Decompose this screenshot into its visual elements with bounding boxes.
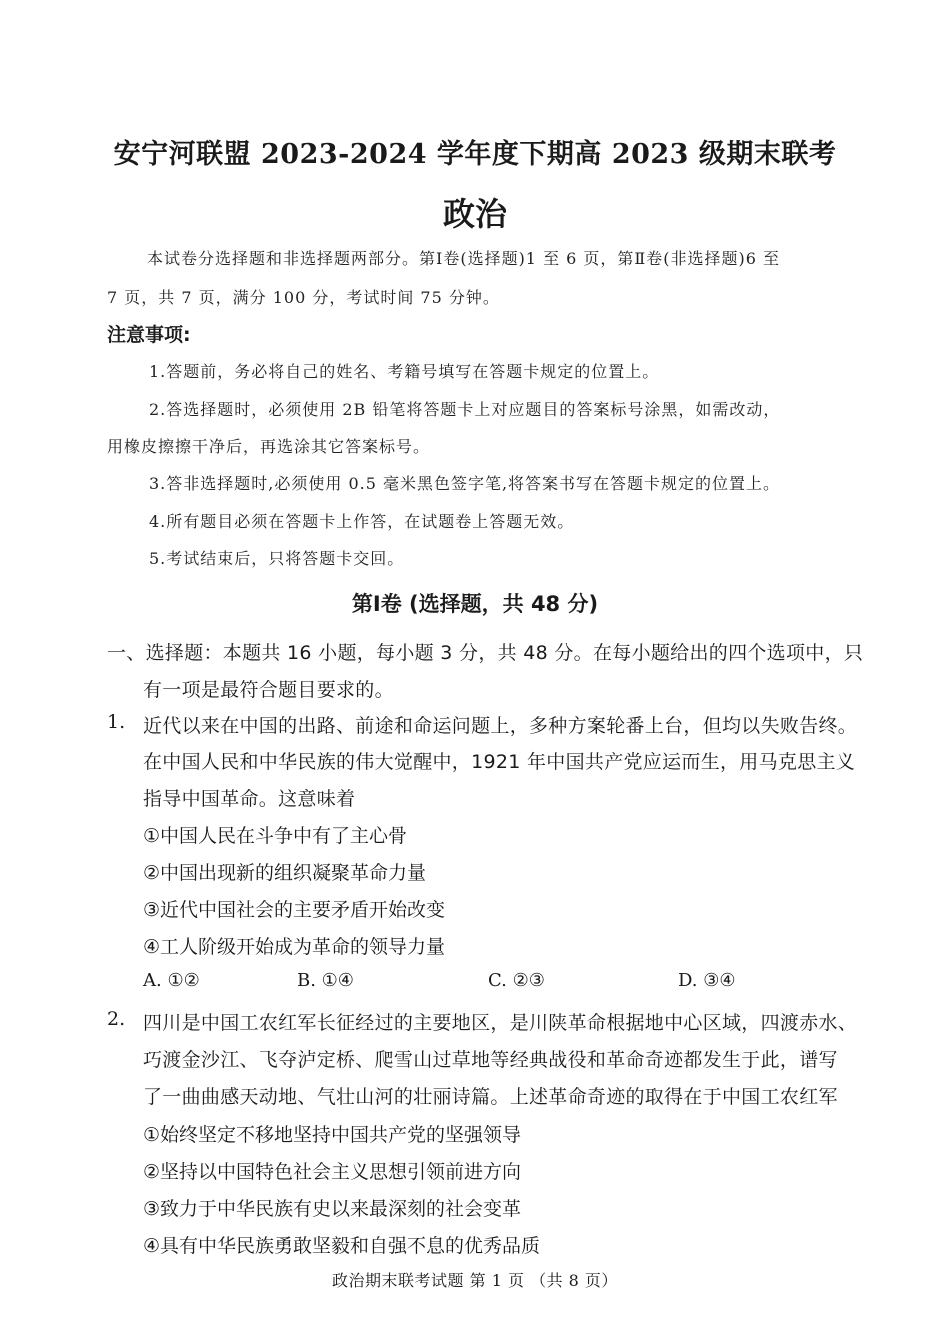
question-1-choice-d[interactable]: D. ③④ [678, 970, 736, 991]
notice-item-2-cont: 用橡皮擦擦干净后，再选涂其它答案标号。 [107, 437, 431, 456]
notice-item-3: 3.答非选择题时,必须使用 0.5 毫米黑色签字笔,将答案书写在答题卡规定的位置上。 [149, 474, 781, 493]
question-1-statement-3: ③近代中国社会的主要矛盾开始改变 [143, 899, 446, 921]
question-1-statement-1: ①中国人民在斗争中有了主心骨 [143, 825, 408, 847]
notice-item-5: 5.考试结束后，只将答题卡交回。 [149, 549, 405, 568]
question-1-choice-b[interactable]: B. ①④ [297, 970, 354, 991]
intro-line-2: 7 页，共 7 页，满分 100 分，考试时间 75 分钟。 [107, 288, 500, 307]
question-1-statement-4: ④工人阶级开始成为革命的领导力量 [143, 936, 446, 958]
question-2-number: 2. [107, 1008, 126, 1030]
question-1-choice-c[interactable]: C. ②③ [488, 970, 545, 991]
section-instruction-1: 一、选择题：本题共 16 小题，每小题 3 分，共 48 分。在每小题给出的四个选项中，只 [107, 642, 864, 664]
question-1-choice-a[interactable]: A. ①② [143, 970, 200, 991]
exam-title: 安宁河联盟 2023-2024 学年度下期高 2023 级期末联考 [113, 139, 837, 170]
question-2-statement-1: ①始终坚定不移地坚持中国共产党的坚强领导 [143, 1124, 522, 1146]
question-1-stem-1: 近代以来在中国的出路、前途和命运问题上，多种方案轮番上台，但均以失败告终。 [143, 715, 858, 737]
question-2-statement-3: ③致力于中华民族有史以来最深刻的社会变革 [143, 1198, 522, 1220]
section-title: 第Ⅰ卷 (选择题，共 48 分) [351, 592, 599, 616]
intro-line-1: 本试卷分选择题和非选择题两部分。第Ⅰ卷(选择题)1 至 6 页，第Ⅱ卷(非选择题)6 至 [147, 249, 781, 268]
question-1-stem-3: 指导中国革命。这意味着 [143, 788, 356, 810]
question-1-statement-2: ②中国出现新的组织凝聚革命力量 [143, 862, 427, 884]
question-1-number: 1. [107, 711, 126, 733]
question-2-stem-1: 四川是中国工农红军长征经过的主要地区，是川陕革命根据地中心区域，四渡赤水、 [143, 1012, 858, 1034]
notice-item-4: 4.所有题目必须在答题卡上作答，在试题卷上答题无效。 [149, 512, 575, 531]
page-footer: 政治期末联考试题 第 1 页 （共 8 页） [332, 1271, 618, 1290]
notice-item-2: 2.答选择题时，必须使用 2B 铅笔将答题卡上对应题目的答案标号涂黑，如需改动， [149, 400, 781, 419]
notice-item-1: 1.答题前，务必将自己的姓名、考籍号填写在答题卡规定的位置上。 [149, 362, 660, 381]
question-2-stem-3: 了一曲曲感天动地、气壮山河的壮丽诗篇。上述革命奇迹的取得在于中国工农红军 [143, 1086, 838, 1108]
question-2-statement-4: ④具有中华民族勇敢坚毅和自强不息的优秀品质 [143, 1235, 541, 1257]
subject-title: 政治 [442, 195, 507, 233]
section-instruction-2: 有一项是最符合题目要求的。 [143, 679, 394, 701]
question-1-stem-2: 在中国人民和中华民族的伟大觉醒中，1921 年中国共产党应运而生，用马克思主义 [143, 751, 856, 773]
question-2-statement-2: ②坚持以中国特色社会主义思想引领前进方向 [143, 1161, 522, 1183]
notice-heading: 注意事项: [107, 324, 191, 346]
question-2-stem-2: 巧渡金沙江、飞夺泸定桥、爬雪山过草地等经典战役和革命奇迹都发生于此，谱写 [143, 1049, 838, 1071]
